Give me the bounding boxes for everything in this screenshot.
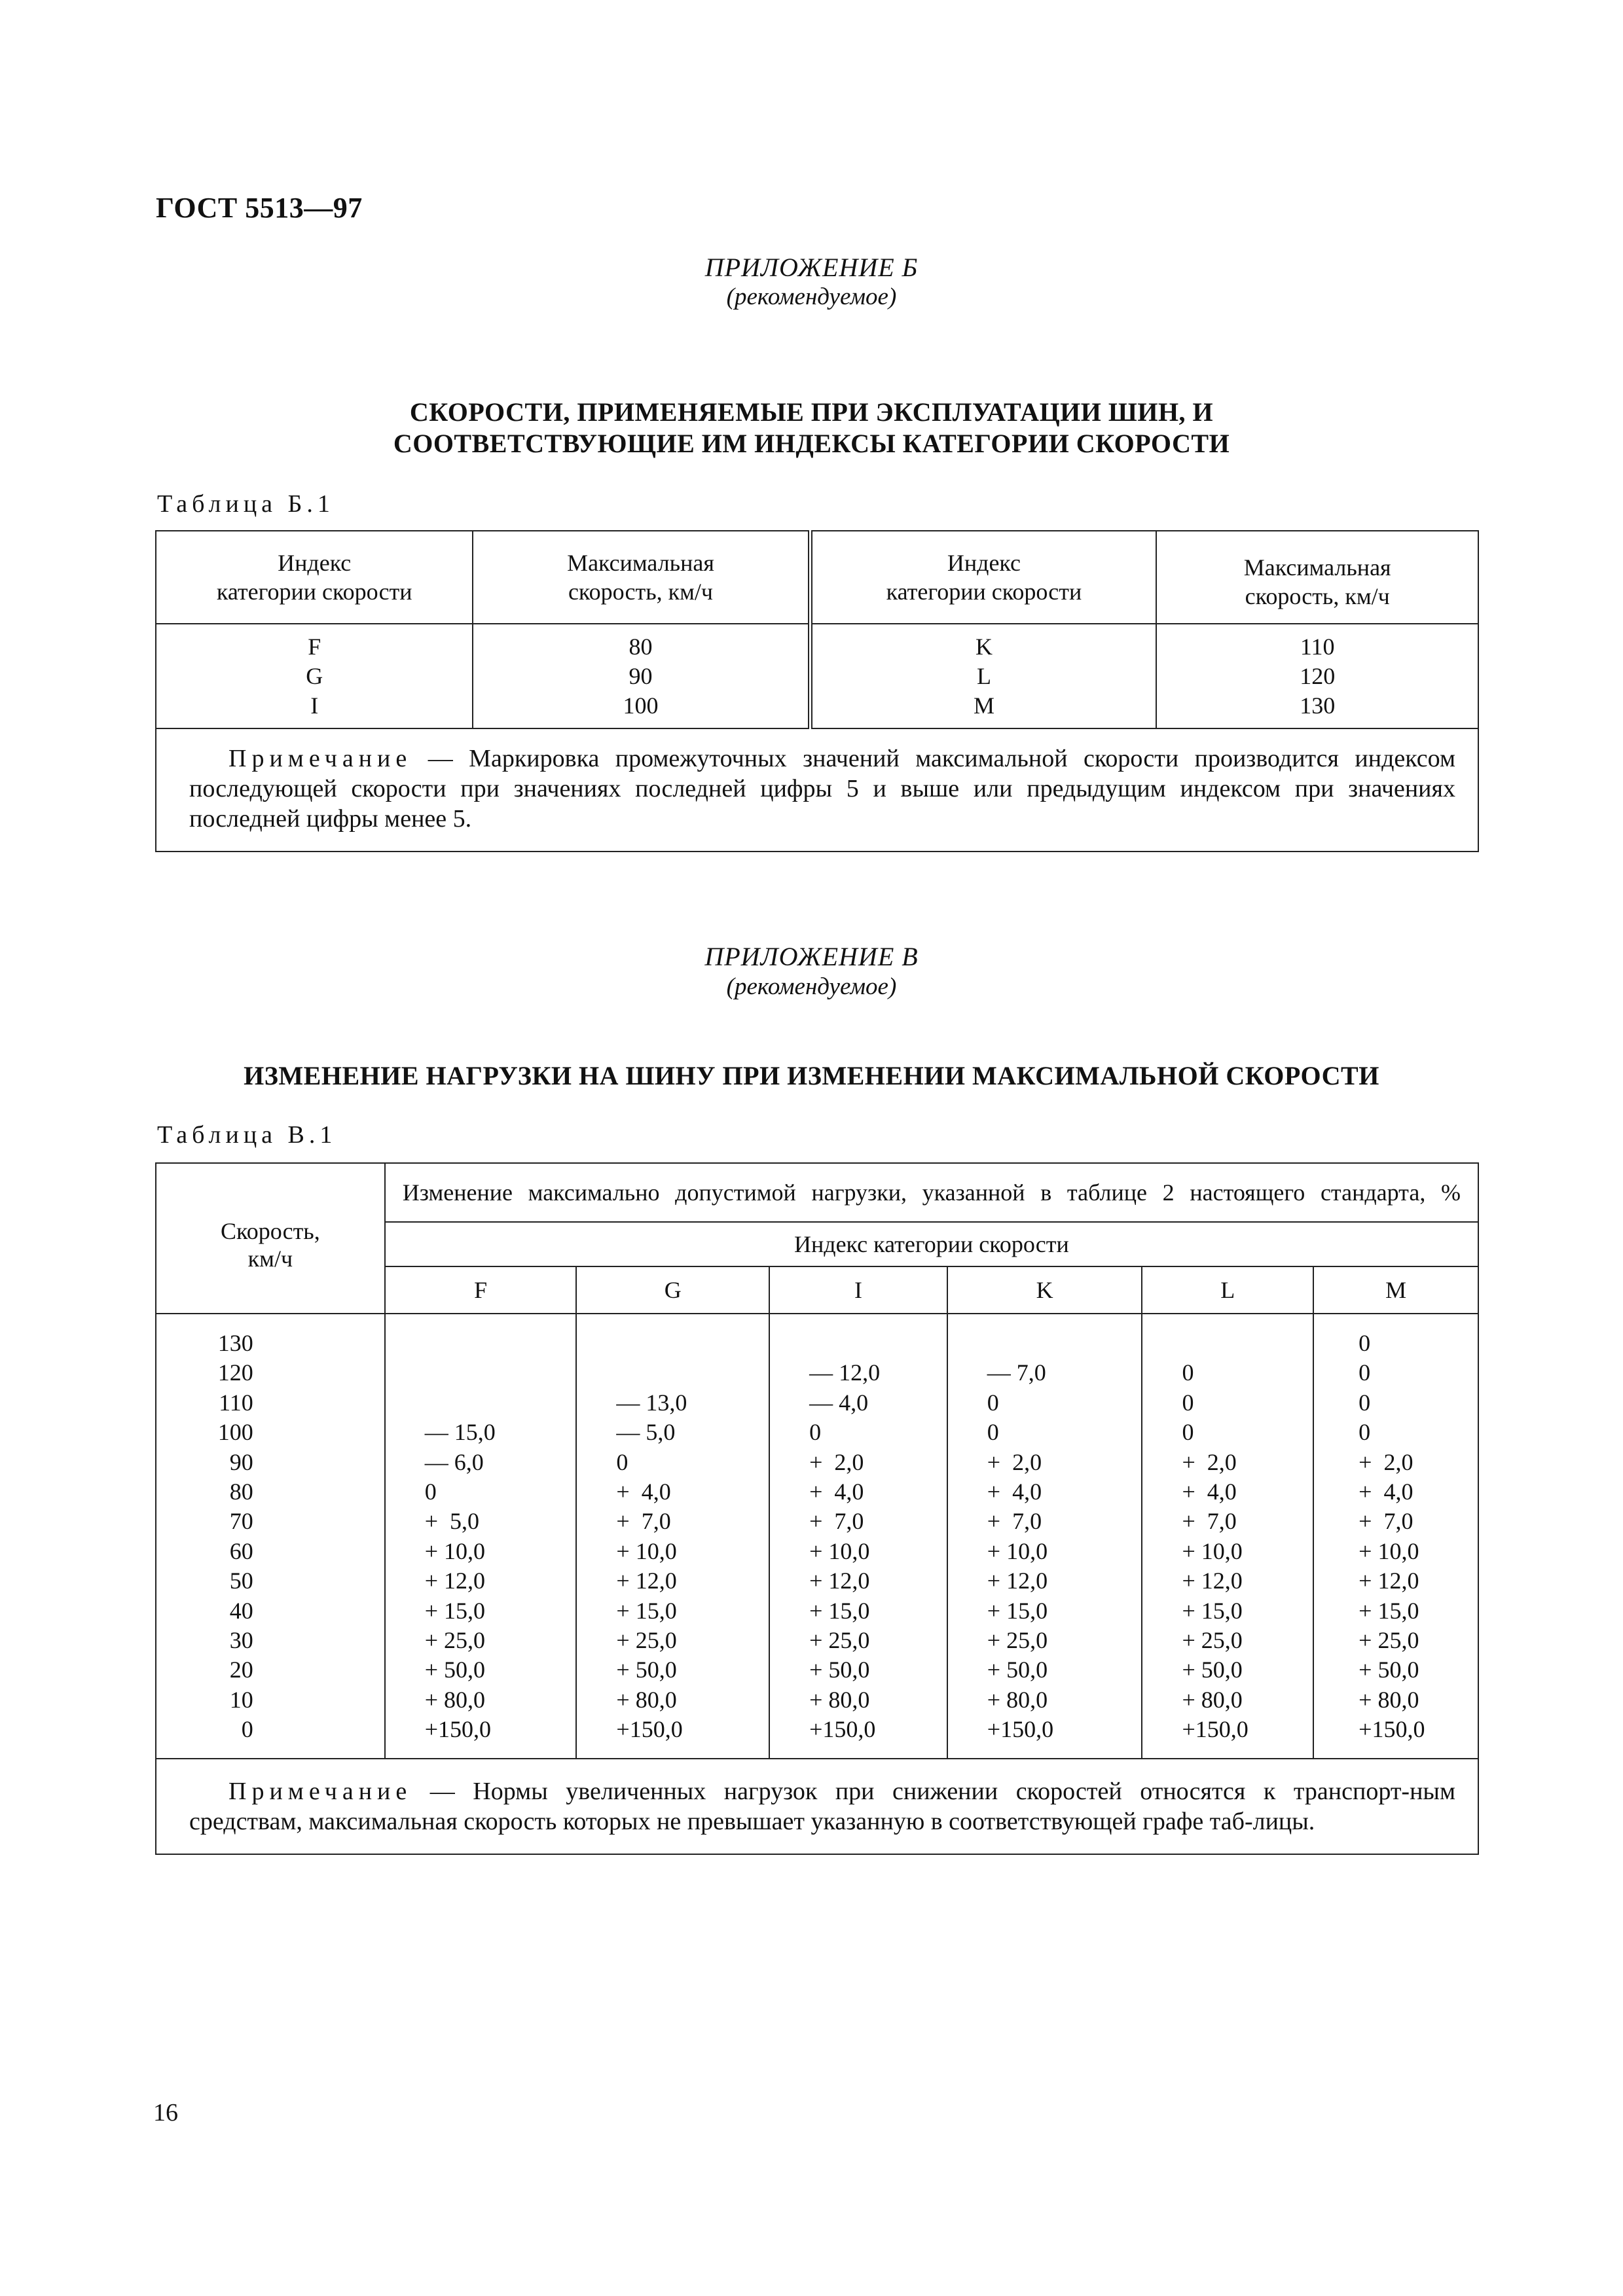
cell-value: + 12,0 (809, 1568, 870, 1594)
appendix-b-subtitle: (рекомендуемое) (726, 283, 897, 310)
column-i (769, 1314, 947, 1759)
cell-value: +150,0 (1359, 1716, 1425, 1743)
cell-value: + 7,0 (809, 1508, 864, 1535)
cell-value: + 50,0 (616, 1657, 677, 1683)
table-b1-body-row (156, 624, 1478, 728)
cell-value: 0 (1182, 1389, 1194, 1416)
cell-value: — 13,0 (616, 1389, 687, 1416)
cell-value: + 15,0 (424, 1597, 486, 1624)
cell-value: + 15,0 (987, 1597, 1048, 1624)
cell-value (987, 1329, 1142, 1358)
cell-value: + 80,0 (809, 1686, 870, 1713)
column-k (947, 1314, 1142, 1759)
cell-value: 20 (229, 1657, 253, 1683)
cell-value: 0 (1359, 1330, 1371, 1356)
column-f (385, 1314, 577, 1759)
cell-value: + 7,0 (1359, 1508, 1413, 1535)
index-cell: L (1142, 1266, 1313, 1314)
cell-value: + 12,0 (616, 1568, 677, 1594)
table-v1 (155, 1162, 1479, 1855)
table-v1-note (156, 1759, 1478, 1854)
cell-value: + 2,0 (987, 1448, 1042, 1475)
cell-value: + 25,0 (1359, 1627, 1419, 1654)
appendix-v-heading: ИЗМЕНЕНИЕ НАГРУЗКИ НА ШИНУ ПРИ ИЗМЕНЕНИИ МАКСИМАЛЬНОЙ СКОРОСТИ (244, 1061, 1379, 1090)
cell-value: 110 (1300, 633, 1335, 660)
cell-value: + 15,0 (809, 1597, 870, 1624)
cell-value: + 10,0 (424, 1537, 486, 1564)
cell-value: G (306, 662, 323, 689)
cell-value: + 12,0 (1359, 1568, 1419, 1594)
table-b1-header-cell (473, 531, 810, 624)
cell-value: +150,0 (1182, 1716, 1249, 1743)
cell-value: 70 (229, 1508, 253, 1535)
cell-value: + 80,0 (616, 1686, 677, 1713)
cell-value: + 12,0 (987, 1568, 1048, 1594)
index-cell: I (769, 1266, 947, 1314)
header-text: скорость, км/ч (1245, 583, 1390, 609)
cell-value: I (310, 692, 319, 719)
index-cell: G (576, 1266, 769, 1314)
header-text: Изменение максимально допустимой нагрузки, указанной в таблице 2 настоящего стандарта, % (402, 1179, 1461, 1206)
appendix-v-subtitle: (рекомендуемое) (726, 973, 897, 1000)
cell-value: +150,0 (809, 1716, 876, 1743)
cell-value: 90 (229, 1448, 253, 1475)
note-lead: Примечание (228, 1777, 412, 1805)
table-b1 (155, 530, 1479, 852)
cell-value (425, 1329, 576, 1358)
cell-value: + 25,0 (809, 1627, 870, 1654)
cell-value: 110 (219, 1389, 253, 1416)
appendix-b-heading (0, 397, 1623, 459)
table-b1-header-row (156, 531, 1478, 624)
cell-value: 80 (629, 633, 653, 660)
cell-value: — 7,0 (987, 1359, 1046, 1386)
cell-value: + 50,0 (1182, 1657, 1243, 1683)
cell-value: — 15,0 (424, 1419, 496, 1446)
cell-value: + 7,0 (1182, 1508, 1237, 1535)
table-b1-cell-left-speed (473, 624, 810, 728)
table-b1-cell-left-index (156, 624, 473, 728)
table-v1-data-row (156, 1314, 1478, 1759)
cell-value: + 15,0 (616, 1597, 677, 1624)
cell-value (1182, 1329, 1313, 1358)
header-text: скорость, км/ч (568, 579, 713, 605)
cell-value: + 80,0 (987, 1686, 1048, 1713)
cell-value: + 15,0 (1182, 1597, 1243, 1624)
table-b1-note (156, 728, 1478, 852)
table-b1-cell-right-index (810, 624, 1156, 728)
cell-value: + 25,0 (987, 1627, 1048, 1654)
note-lead: Примечание (228, 745, 412, 772)
cell-value: + 50,0 (809, 1657, 870, 1683)
column-g (576, 1314, 769, 1759)
cell-value: +150,0 (616, 1716, 683, 1743)
cell-value: + 4,0 (809, 1479, 864, 1505)
cell-value: + 10,0 (1359, 1537, 1419, 1564)
cell-value: 0 (1182, 1359, 1194, 1386)
cell-value (616, 1358, 769, 1388)
table-b1-cell-right-speed (1156, 624, 1478, 728)
cell-value: + 25,0 (616, 1627, 677, 1654)
cell-value (616, 1329, 769, 1358)
index-header: Индекс категории скорости (385, 1222, 1478, 1266)
table-b1-header-cell (810, 531, 1156, 624)
cell-value: + 10,0 (1182, 1537, 1243, 1564)
cell-value: + 4,0 (1359, 1479, 1413, 1505)
cell-value: + 80,0 (1359, 1686, 1419, 1713)
note-text: — Нормы увеличенных нагрузок при снижении скоростей относятся к транспорт-ным средствам, максимальная скорость которых не превышает указанную в соответствующей графе таб-лицы. (189, 1777, 1455, 1835)
cell-value: 0 (987, 1419, 999, 1446)
cell-value: 10 (229, 1686, 253, 1713)
cell-value: 0 (987, 1389, 999, 1416)
cell-value: + 15,0 (1359, 1597, 1419, 1624)
header-text: Скорость, (221, 1218, 320, 1244)
header-text: км/ч (247, 1246, 293, 1272)
cell-value: F (308, 633, 321, 660)
cell-value: + 7,0 (987, 1508, 1042, 1535)
cell-value: 120 (217, 1359, 253, 1386)
header-text: Индекс (278, 550, 352, 576)
cell-value: +150,0 (424, 1716, 492, 1743)
cell-value: — 6,0 (424, 1448, 484, 1475)
cell-value: 50 (229, 1568, 253, 1594)
cell-value: 0 (1182, 1419, 1194, 1446)
cell-value: + 2,0 (809, 1448, 864, 1475)
cell-value: + 4,0 (987, 1479, 1042, 1505)
cell-value: 120 (1300, 662, 1336, 689)
cell-value: 130 (217, 1330, 253, 1356)
cell-value: + 2,0 (1359, 1448, 1413, 1475)
header-text: Максимальная (1243, 554, 1391, 581)
cell-value: 0 (616, 1448, 629, 1475)
cell-value: 0 (1359, 1359, 1371, 1386)
column-m (1313, 1314, 1478, 1759)
index-cell: M (1313, 1266, 1478, 1314)
cell-value: + 12,0 (1182, 1568, 1243, 1594)
cell-value: — 12,0 (809, 1359, 881, 1386)
cell-value: M (973, 692, 994, 719)
cell-value: — 4,0 (809, 1389, 869, 1416)
header-text: категории скорости (216, 579, 412, 605)
cell-value: + 2,0 (1182, 1448, 1237, 1475)
cell-value: + 10,0 (809, 1537, 870, 1564)
header-text: категории скорости (886, 579, 1082, 605)
cell-value: + 80,0 (424, 1686, 486, 1713)
table-v1-label: Таблица В.1 (157, 1121, 337, 1149)
table-v1-note-row (156, 1759, 1478, 1854)
table-b1-header-cell (156, 531, 473, 624)
note-text: — Маркировка промежуточных значений максимальной скорости производится индексом последующей скорости при значениях последней цифры 5 и выше или предыдущим индексом при значениях последней цифры менее 5. (189, 745, 1455, 833)
header-text: Индекс (947, 550, 1021, 576)
cell-value: 0 (424, 1478, 437, 1505)
cell-value: 0 (1359, 1389, 1371, 1416)
cell-value: + 10,0 (616, 1537, 677, 1564)
header-text: Максимальная (567, 550, 714, 576)
cell-value (809, 1329, 947, 1358)
page-number: 16 (153, 2099, 178, 2126)
cell-value: 100 (217, 1419, 253, 1446)
change-header (385, 1163, 1478, 1222)
cell-value: + 12,0 (424, 1568, 486, 1594)
table-b1-note-row (156, 728, 1478, 852)
table-v1-header-row (156, 1163, 1478, 1222)
cell-value: K (975, 633, 993, 660)
cell-value: 0 (1359, 1419, 1371, 1446)
cell-value: — 5,0 (616, 1419, 676, 1446)
cell-value: 100 (623, 692, 659, 719)
cell-value: L (976, 662, 991, 689)
speed-column (156, 1314, 385, 1759)
cell-value: + 5,0 (424, 1508, 480, 1535)
cell-value: + 50,0 (987, 1657, 1048, 1683)
cell-value (425, 1358, 576, 1388)
appendix-b-heading-line2: СООТВЕТСТВУЮЩИЕ ИМ ИНДЕКСЫ КАТЕГОРИИ СКОРОСТИ (393, 429, 1230, 458)
cell-value: 130 (1300, 692, 1336, 719)
appendix-b-title: ПРИЛОЖЕНИЕ Б (704, 253, 919, 282)
index-cell: K (947, 1266, 1142, 1314)
index-cell: F (385, 1266, 577, 1314)
cell-value: +150,0 (987, 1716, 1054, 1743)
cell-value: + 50,0 (424, 1657, 486, 1683)
cell-value: 0 (241, 1716, 253, 1743)
cell-value: + 4,0 (616, 1479, 671, 1505)
cell-value: 30 (229, 1627, 253, 1654)
cell-value: + 25,0 (1182, 1627, 1243, 1654)
cell-value: + 10,0 (987, 1537, 1048, 1564)
cell-value: + 80,0 (1182, 1686, 1243, 1713)
table-b1-header-cell (1156, 531, 1478, 624)
cell-value: + 7,0 (616, 1508, 671, 1535)
appendix-b-heading-line1: СКОРОСТИ, ПРИМЕНЯЕМЫЕ ПРИ ЭКСПЛУАТАЦИИ ШИН, И (409, 397, 1214, 427)
cell-value: 40 (229, 1597, 253, 1624)
cell-value: 60 (229, 1537, 253, 1564)
cell-value: + 50,0 (1359, 1657, 1419, 1683)
cell-value: + 4,0 (1182, 1479, 1237, 1505)
cell-value (425, 1388, 576, 1418)
speed-header (156, 1163, 385, 1314)
document-id: ГОСТ 5513—97 (156, 192, 363, 224)
table-b1-label: Таблица Б.1 (157, 490, 335, 518)
cell-value: 90 (629, 662, 653, 689)
cell-value: 0 (809, 1419, 822, 1446)
cell-value: 80 (229, 1479, 253, 1505)
appendix-v-title: ПРИЛОЖЕНИЕ В (704, 942, 919, 971)
column-l (1142, 1314, 1313, 1759)
cell-value: + 25,0 (424, 1627, 486, 1654)
